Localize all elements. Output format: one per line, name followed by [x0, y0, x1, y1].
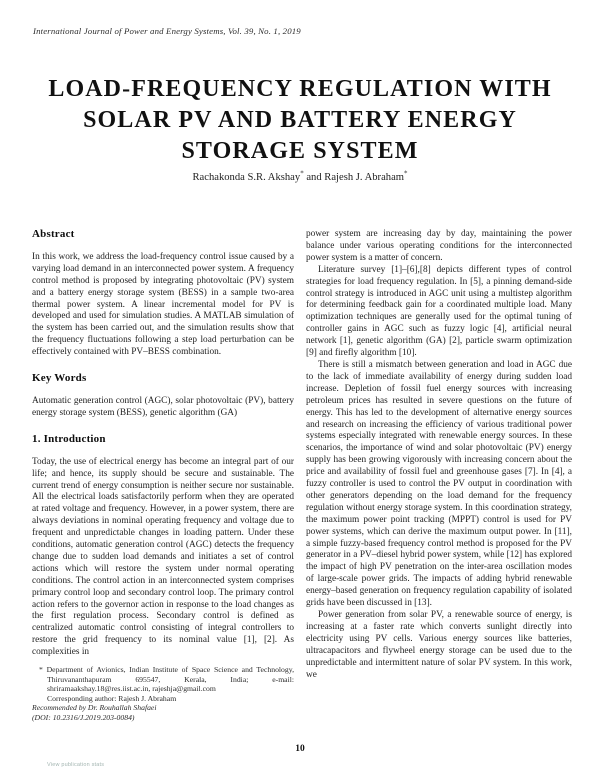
footnote-doi: (DOI: 10.2316/J.2019.203-0084): [32, 712, 135, 722]
body-paragraph: Literature survey [1]–[6],[8] depicts different types of control strategies for load frequency regulation. In [5], a pinning demand-side control strategy is introduced in AGC unit using a multistep algorithm for determining feedback gain for a coordinated multiple load. Many optimization techniques are generally used for the optimal tuning of controller gains in AGC such as fuzzy logic [4], artificial neural network [1], genetic algorithm (GA) [2], particle swarm optimization [9] and firefly algorithm [10].: [306, 264, 572, 359]
introduction-heading: 1. Introduction: [32, 432, 106, 445]
footnote-block: [32, 665, 294, 722]
keywords-text: Automatic generation control (AGC), solar photovoltaic (PV), battery energy storage system (BESS), genetic algorithm (GA): [32, 395, 294, 418]
view-publication-stats-link[interactable]: View publication stats: [47, 762, 105, 768]
body-paragraph: Power generation from solar PV, a renewable source of energy, is increasing at a faster rate which converts sunlight directly into electricity using PV cells. Various energy sources like batteries, ultracapacitors and flywheel energy storage can be used due to the unpredictable and intermittent nature of solar PV system. In this work, we: [306, 610, 572, 680]
journal-header: International Journal of Power and Energy Systems, Vol. 39, No. 1, 2019: [33, 26, 301, 36]
author-2-footnote-marker: *: [404, 169, 408, 178]
authors-connector: and: [303, 172, 325, 183]
author-1: Rachakonda S.R. Akshay: [192, 172, 301, 183]
authors-line: [0, 169, 600, 183]
body-paragraph: power system are increasing day by day, maintaining the power balance under various operating conditions for the interconnected power system is a matter of concern.: [306, 229, 572, 263]
right-column: [306, 229, 572, 722]
abstract-text: In this work, we address the load-frequency control issue caused by a varying load demand in an interconnected power system. A frequency control method is proposed by integrating photovoltaic (PV) system and a battery energy storage system (BESS) in a sample two-area thermal power system. A linear incremental model for PV is developed and used for simulation studies. A MATLAB simulation of the system has been carried out, and the simulation results show that the frequency fluctuations following a step load perturbation can be effectively contained with PV–BESS combination.: [32, 251, 294, 358]
title-line-1: LOAD-FREQUENCY REGULATION WITH: [48, 76, 552, 102]
title-line-3: STORAGE SYSTEM: [181, 138, 419, 164]
abstract-heading: Abstract: [32, 228, 75, 240]
left-column: [32, 229, 294, 722]
title-line-2: SOLAR PV AND BATTERY ENERGY: [83, 107, 517, 133]
author-1-footnote-marker: *: [300, 169, 304, 178]
two-column-body: [32, 229, 572, 722]
keywords-heading: Key Words: [32, 372, 87, 385]
introduction-paragraph: Today, the use of electrical energy has become an integral part of our life; and hence, its supply should be secure and sustainable. The current trend of energy consumption is neither secure nor sustainable. All the electrical loads satisfactorily perform when they are operated at rated voltage and frequency. However, in a power system, there are always deviations in nominal operating frequency and voltage due to frequent and unpredictable changes in loading pattern. Under these conditions, automatic generation control (AGC) detects the frequency change due to sudden load demands and initiates a set of control actions which will restore the system under normal operating conditions. The control action in an interconnected system comprises primary control loop and secondary control loop. The primary control action refers to the governor action in response to the load changes as the first regulation process. Secondary control is defined as centralized automatic control consisting of integral controllers to restore the grid frequency to its nominal value [1], [2]. As complexities in: [32, 456, 294, 658]
author-2: Rajesh J. Abraham: [324, 172, 405, 183]
footnote-recommended-by: Recommended by Dr. Rouhallah Shafaei: [32, 703, 157, 713]
body-paragraph: There is still a mismatch between generation and load in AGC due to the lack of immediate availability of energy during sudden load increase. Depletion of fossil fuel energy sources with increasing petroleum prices has resulted in severe questions on the future of energy. This has led to the development of alternative energy sources and research on increasing the efficiency of various traditional power systems especially integrated with renewable energy sources. In these scenarios, the importance of wind and solar photovoltaic (PV) energy supply has been growing vigorously with increasing concern about the price and availability of fossil fuel and greenhouse gases [7]. In [4], a fuzzy controller is used to control the PV output in coordination with other generators depending on the load demand for the frequency regulation without energy storage system. In this coordination strategy, the maximum power point tracking (MPPT) control is used for PV power systems, which can derive the maximum output power. In [11], a simple fuzzy-based frequency control method is proposed for the PV generator in a PV–diesel hybrid power system, while [12] has explored the impact of high PV penetration on the inter-area oscillation modes of large-scale power grids. The impacts of adding hybrid renewable energy–based generation on frequency regulation capability of isolated grids have been discussed in [13].: [306, 359, 572, 609]
page-number: 10: [295, 744, 305, 754]
footnote-corresponding-author: Corresponding author: Rajesh J. Abraham: [47, 693, 177, 703]
article-title: [0, 74, 600, 167]
footnote-affiliation: * Department of Avionics, Indian Institute of Space Science and Technology, Thiruvananthapuram 695547, Kerala, India; e-mail: shriramaakshay.18@res.iist.ac.in, rajeshja@gmail.com: [39, 665, 294, 694]
